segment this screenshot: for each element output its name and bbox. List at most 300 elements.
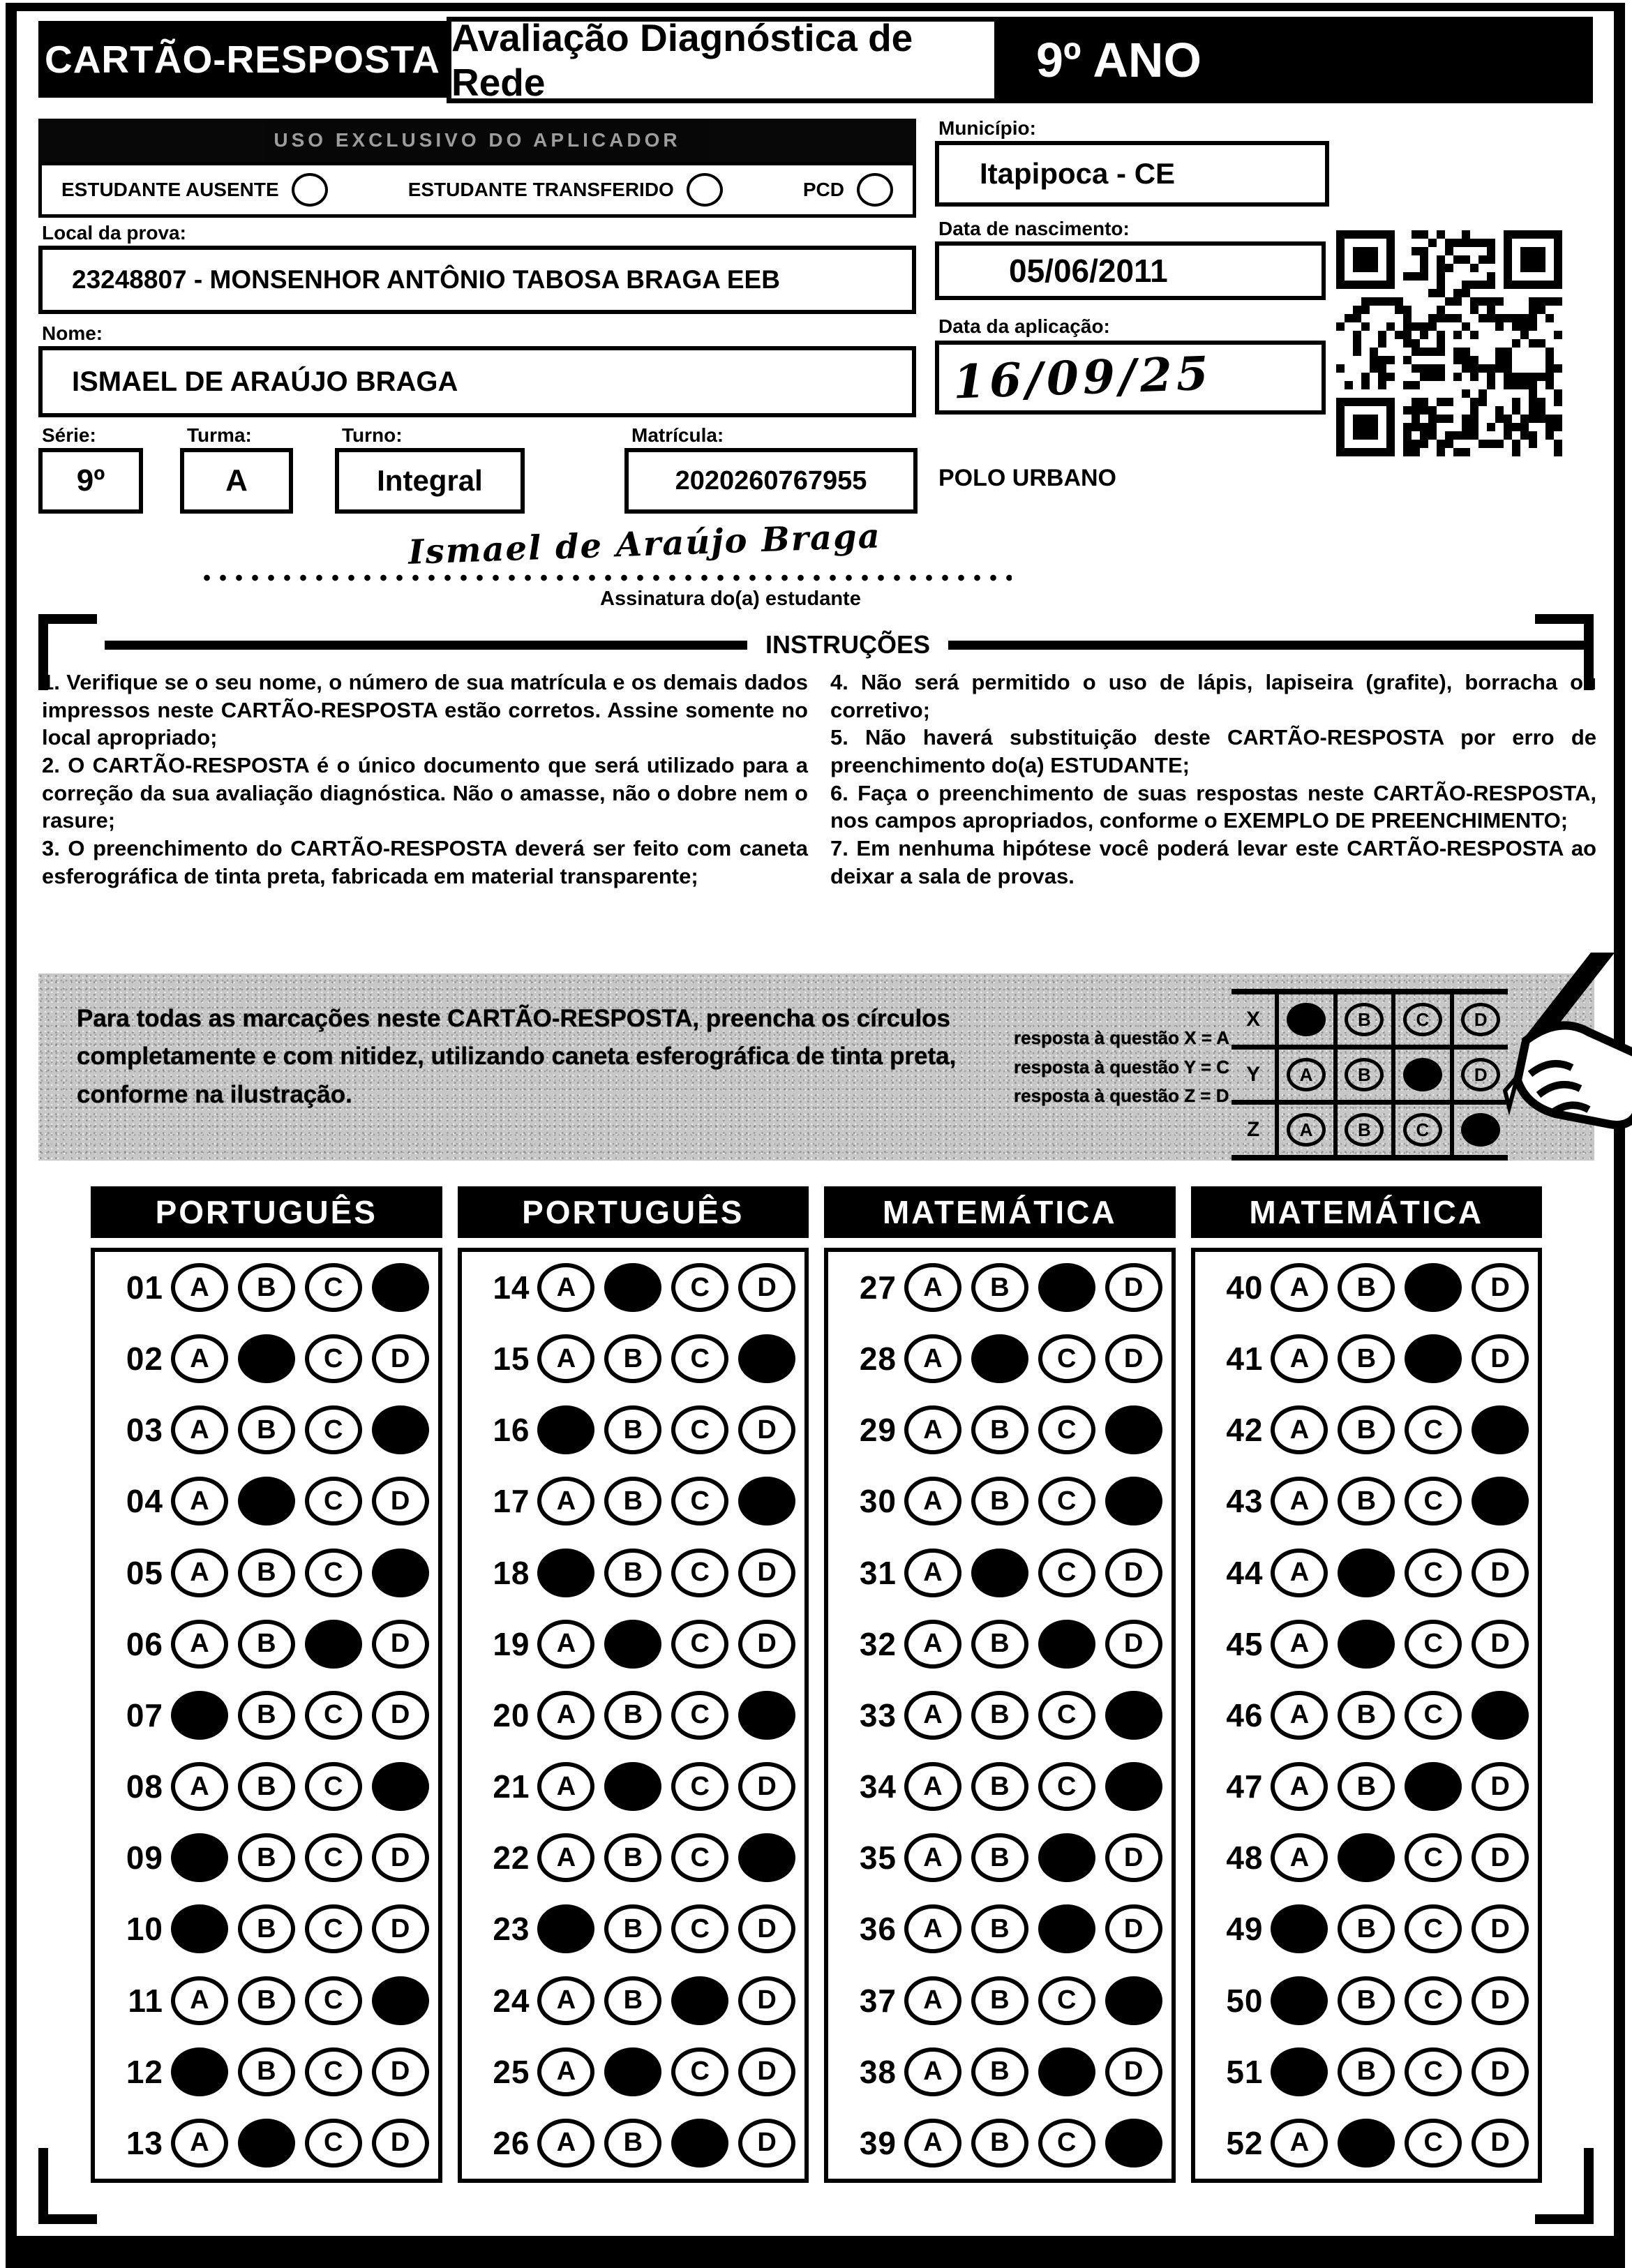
bubble-18-D[interactable]: D [738, 1549, 795, 1597]
bubble-29-C[interactable]: C [1038, 1405, 1095, 1454]
status-option [803, 173, 893, 207]
bubble-19-C[interactable]: C [671, 1620, 728, 1669]
bubble-30-A[interactable]: A [904, 1477, 961, 1525]
bubble-19-A[interactable]: A [537, 1620, 594, 1669]
bubble-50-D[interactable]: D [1472, 1976, 1529, 2025]
bubble-08-D[interactable] [372, 1762, 429, 1811]
bubble-06-A[interactable]: A [171, 1620, 228, 1669]
answer-box [458, 1248, 809, 2183]
aplicacao-value [935, 341, 1326, 415]
bubble-21-D[interactable]: D [738, 1762, 795, 1811]
bubble-48-B[interactable] [1338, 1833, 1395, 1882]
bubble-38-B[interactable]: B [971, 2047, 1028, 2096]
instruction-item: 3. O preenchimento do CARTÃO-RESPOSTA deverá ser feito com caneta esferográfica de tinta preta, fabricada em material transparente; [42, 836, 808, 888]
bubble-43-A[interactable]: A [1271, 1477, 1328, 1525]
instructions-col2 [830, 669, 1596, 890]
question-row [99, 1691, 434, 1740]
example-cell [1338, 1105, 1395, 1155]
bubble-47-C[interactable] [1405, 1762, 1462, 1811]
question-row [466, 2119, 801, 2168]
bubble-02-A[interactable]: A [171, 1334, 228, 1383]
question-row [466, 1620, 801, 1669]
bubble-07-C[interactable]: C [305, 1691, 362, 1740]
bubble-15-D[interactable] [738, 1334, 795, 1383]
bubble-11-B[interactable]: B [238, 1976, 295, 2025]
bubble-03-D[interactable] [372, 1405, 429, 1454]
bubble-13-A[interactable]: A [171, 2119, 228, 2168]
qr-code [1336, 230, 1562, 456]
bubble-46-B[interactable]: B [1338, 1691, 1395, 1740]
nascimento-label: Data de nascimento: [938, 218, 1130, 239]
bubble-36-B[interactable]: B [971, 1904, 1028, 1953]
bubble-34-D[interactable] [1105, 1762, 1162, 1811]
bubble-42-C[interactable]: C [1405, 1405, 1462, 1454]
question-number: 41 [1226, 1341, 1264, 1378]
question-number: 27 [859, 1269, 897, 1306]
bubble-38-D[interactable]: D [1105, 2047, 1162, 2096]
bubble-35-B[interactable]: B [971, 1833, 1028, 1882]
bubble-49-C[interactable]: C [1405, 1904, 1462, 1953]
question-row [466, 1334, 801, 1383]
bubble-group [533, 1691, 801, 1740]
bubble-group [899, 1620, 1167, 1669]
question-number: 48 [1226, 1840, 1264, 1877]
bubble-52-A[interactable]: A [1271, 2119, 1328, 2168]
bubble-33-C[interactable]: C [1038, 1691, 1095, 1740]
bubble-41-B[interactable]: B [1338, 1334, 1395, 1383]
bubble-50-B[interactable]: B [1338, 1976, 1395, 2025]
question-row [99, 1976, 434, 2025]
bubble-43-C[interactable]: C [1405, 1477, 1462, 1525]
example-text: Para todas as marcações neste CARTÃO-RESPOSTA, preencha os círculos completamente e com nitidez, utilizando caneta esferográfica de tinta preta, conforme na ilustração. [77, 1005, 957, 1108]
bubble-31-D[interactable]: D [1105, 1549, 1162, 1597]
bubble-39-C[interactable]: C [1038, 2119, 1095, 2168]
bubble-04-B[interactable] [238, 1477, 295, 1525]
question-number: 50 [1226, 1982, 1264, 2019]
bubble-23-A[interactable] [537, 1904, 594, 1953]
bubble-05-A[interactable]: A [171, 1549, 228, 1597]
bubble-31-C[interactable]: C [1038, 1549, 1095, 1597]
question-row [832, 1976, 1167, 2025]
bubble-20-D[interactable] [738, 1691, 795, 1740]
bubble-29-A[interactable]: A [904, 1405, 961, 1454]
bubble-22-C[interactable]: C [671, 1833, 728, 1882]
bubble-50-C[interactable]: C [1405, 1976, 1462, 2025]
bubble-22-A[interactable]: A [537, 1833, 594, 1882]
bubble-05-C[interactable]: C [305, 1549, 362, 1597]
bubble-52-B[interactable] [1338, 2119, 1395, 2168]
answer-section [458, 1186, 809, 2183]
bubble-48-A[interactable]: A [1271, 1833, 1328, 1882]
bubble-04-A[interactable]: A [171, 1477, 228, 1525]
bubble-28-B[interactable] [971, 1334, 1028, 1383]
question-row [466, 1549, 801, 1597]
example-legend [1014, 1024, 1229, 1111]
bubble-34-B[interactable]: B [971, 1762, 1028, 1811]
question-row [99, 1405, 434, 1454]
bubble-01-C[interactable]: C [305, 1263, 362, 1312]
bubble-31-B[interactable] [971, 1549, 1028, 1597]
bubble-19-D[interactable]: D [738, 1620, 795, 1669]
bubble-40-D[interactable]: D [1472, 1263, 1529, 1312]
question-number: 04 [126, 1483, 163, 1520]
bubble-group [166, 1691, 434, 1740]
bubble-41-C[interactable] [1405, 1334, 1462, 1383]
question-number: 51 [1226, 2053, 1264, 2090]
bubble-39-B[interactable]: B [971, 2119, 1028, 2168]
bubble-22-D[interactable] [738, 1833, 795, 1882]
bubble-40-C[interactable] [1405, 1263, 1462, 1312]
bubble-12-B[interactable]: B [238, 2047, 295, 2096]
bubble-11-C[interactable]: C [305, 1976, 362, 2025]
bubble-group [1266, 1477, 1534, 1525]
bubble-14-B[interactable] [604, 1263, 661, 1312]
question-row [1199, 1477, 1534, 1525]
bubble-group [533, 2047, 801, 2096]
bubble-13-C[interactable]: C [305, 2119, 362, 2168]
bubble-36-A[interactable]: A [904, 1904, 961, 1953]
question-row [466, 1405, 801, 1454]
bubble-35-A[interactable]: A [904, 1833, 961, 1882]
municipio-label: Município: [938, 117, 1036, 139]
bubble-04-D[interactable]: D [372, 1477, 429, 1525]
bubble-40-B[interactable]: B [1338, 1263, 1395, 1312]
bubble-24-B[interactable]: B [604, 1976, 661, 2025]
question-row [1199, 1904, 1534, 1953]
bubble-30-D[interactable] [1105, 1477, 1162, 1525]
bubble-45-A[interactable]: A [1271, 1620, 1328, 1669]
bubble-31-A[interactable]: A [904, 1549, 961, 1597]
bubble-16-D[interactable]: D [738, 1405, 795, 1454]
bubble-32-C[interactable] [1038, 1620, 1095, 1669]
bubble-12-D[interactable]: D [372, 2047, 429, 2096]
bubble-43-D[interactable] [1472, 1477, 1529, 1525]
question-number: 46 [1226, 1696, 1264, 1733]
turno-value: Integral [335, 448, 525, 514]
bubble-30-C[interactable]: C [1038, 1477, 1095, 1525]
bubble-45-C[interactable]: C [1405, 1620, 1462, 1669]
bubble-group [166, 1976, 434, 2025]
bubble-25-C[interactable]: C [671, 2047, 728, 2096]
instruction-item: 5. Não haverá substituição deste CARTÃO-RESPOSTA por erro de preenchimento do(a) ESTUDANTE; [830, 725, 1596, 778]
bubble-32-B[interactable]: B [971, 1620, 1028, 1669]
bubble-48-D[interactable]: D [1472, 1833, 1529, 1882]
bubble-group [1266, 1976, 1534, 2025]
bubble-27-A[interactable]: A [904, 1263, 961, 1312]
question-row [832, 2119, 1167, 2168]
bubble-49-B[interactable]: B [1338, 1904, 1395, 1953]
bubble-47-A[interactable]: A [1271, 1762, 1328, 1811]
bubble-28-D[interactable]: D [1105, 1334, 1162, 1383]
question-row [99, 1263, 434, 1312]
bubble-24-D[interactable]: D [738, 1976, 795, 2025]
bubble-17-C[interactable]: C [671, 1477, 728, 1525]
bubble-group [533, 1549, 801, 1597]
bubble-group [1266, 1762, 1534, 1811]
bubble-group [166, 1263, 434, 1312]
bubble-30-B[interactable]: B [971, 1477, 1028, 1525]
bubble-15-C[interactable]: C [671, 1334, 728, 1383]
bubble-42-B[interactable]: B [1338, 1405, 1395, 1454]
bubble-01-B[interactable]: B [238, 1263, 295, 1312]
bubble-44-D[interactable]: D [1472, 1549, 1529, 1597]
bubble-10-C[interactable]: C [305, 1904, 362, 1953]
bubble-13-B[interactable] [238, 2119, 295, 2168]
question-row [1199, 2119, 1534, 2168]
bubble-51-D[interactable]: D [1472, 2047, 1529, 2096]
bubble-08-B[interactable]: B [238, 1762, 295, 1811]
bubble-13-D[interactable]: D [372, 2119, 429, 2168]
bubble-33-D[interactable] [1105, 1691, 1162, 1740]
bubble-27-D[interactable]: D [1105, 1263, 1162, 1312]
bubble-03-B[interactable]: B [238, 1405, 295, 1454]
bubble-29-D[interactable] [1105, 1405, 1162, 1454]
bubble-08-A[interactable]: A [171, 1762, 228, 1811]
bubble-26-C[interactable] [671, 2119, 728, 2168]
bubble-44-C[interactable]: C [1405, 1549, 1462, 1597]
bubble-06-C[interactable] [305, 1620, 362, 1669]
example-bubble-Z-A: A [1287, 1113, 1326, 1147]
bubble-08-C[interactable]: C [305, 1762, 362, 1811]
bubble-44-B[interactable] [1338, 1549, 1395, 1597]
question-row [466, 1691, 801, 1740]
bubble-51-C[interactable]: C [1405, 2047, 1462, 2096]
instructions-title: INSTRUÇÕES [765, 630, 931, 659]
bubble-15-B[interactable]: B [604, 1334, 661, 1383]
bubble-38-C[interactable] [1038, 2047, 1095, 2096]
bubble-07-B[interactable]: B [238, 1691, 295, 1740]
bubble-16-B[interactable]: B [604, 1405, 661, 1454]
bubble-51-B[interactable]: B [1338, 2047, 1395, 2096]
answer-section [824, 1186, 1176, 2183]
bubble-50-A[interactable] [1271, 1976, 1328, 2025]
bubble-49-D[interactable]: D [1472, 1904, 1529, 1953]
bubble-46-C[interactable]: C [1405, 1691, 1462, 1740]
question-row [832, 2047, 1167, 2096]
bubble-34-C[interactable]: C [1038, 1762, 1095, 1811]
bubble-09-B[interactable]: B [238, 1833, 295, 1882]
bubble-21-C[interactable]: C [671, 1762, 728, 1811]
bubble-46-D[interactable] [1472, 1691, 1529, 1740]
question-number: 06 [126, 1625, 163, 1662]
question-number: 05 [126, 1554, 163, 1591]
bubble-group [899, 1334, 1167, 1383]
question-number: 34 [859, 1768, 897, 1805]
bubble-02-B[interactable] [238, 1334, 295, 1383]
status-label: ESTUDANTE AUSENTE [61, 179, 279, 200]
bubble-33-A[interactable]: A [904, 1691, 961, 1740]
bubble-36-C[interactable] [1038, 1904, 1095, 1953]
question-number: 30 [859, 1483, 897, 1520]
bubble-21-B[interactable] [604, 1762, 661, 1811]
bubble-52-D[interactable]: D [1472, 2119, 1529, 2168]
bubble-15-A[interactable]: A [537, 1334, 594, 1383]
bubble-28-C[interactable]: C [1038, 1334, 1095, 1383]
status-bubble[interactable] [857, 173, 893, 207]
bubble-35-D[interactable]: D [1105, 1833, 1162, 1882]
bubble-04-C[interactable]: C [305, 1477, 362, 1525]
bubble-37-B[interactable]: B [971, 1976, 1028, 2025]
bubble-group [899, 1691, 1167, 1740]
bubble-33-B[interactable]: B [971, 1691, 1028, 1740]
question-row [1199, 1833, 1534, 1882]
bubble-26-D[interactable]: D [738, 2119, 795, 2168]
bubble-11-D[interactable] [372, 1976, 429, 2025]
bubble-group [899, 1762, 1167, 1811]
bubble-23-B[interactable]: B [604, 1904, 661, 1953]
bubble-41-D[interactable]: D [1472, 1334, 1529, 1383]
example-cell [1338, 1050, 1395, 1100]
question-number: 21 [493, 1768, 530, 1805]
bubble-group [1266, 1334, 1534, 1383]
bubble-36-D[interactable]: D [1105, 1904, 1162, 1953]
bubble-group [166, 1334, 434, 1383]
bubble-26-A[interactable]: A [537, 2119, 594, 2168]
bubble-03-A[interactable]: A [171, 1405, 228, 1454]
bubble-45-B[interactable] [1338, 1620, 1395, 1669]
bubble-48-C[interactable]: C [1405, 1833, 1462, 1882]
bubble-10-A[interactable] [171, 1904, 228, 1953]
bubble-05-B[interactable]: B [238, 1549, 295, 1597]
bubble-group [1266, 1904, 1534, 1953]
instruction-item: 7. Em nenhuma hipótese você poderá levar este CARTÃO-RESPOSTA ao deixar a sala de provas. [830, 836, 1596, 888]
bubble-44-A[interactable]: A [1271, 1549, 1328, 1597]
bubble-47-D[interactable]: D [1472, 1762, 1529, 1811]
bubble-45-D[interactable]: D [1472, 1620, 1529, 1669]
bubble-23-D[interactable]: D [738, 1904, 795, 1953]
status-bubble[interactable] [687, 173, 723, 207]
bubble-27-B[interactable]: B [971, 1263, 1028, 1312]
bubble-03-C[interactable]: C [305, 1405, 362, 1454]
bubble-17-A[interactable]: A [537, 1477, 594, 1525]
bubble-02-D[interactable]: D [372, 1334, 429, 1383]
bubble-09-A[interactable] [171, 1833, 228, 1882]
question-number: 52 [1226, 2124, 1264, 2161]
hand-pen-illustration [1434, 953, 1632, 1183]
question-row [832, 1904, 1167, 1953]
bubble-14-A[interactable]: A [537, 1263, 594, 1312]
bubble-40-A[interactable]: A [1271, 1263, 1328, 1312]
bubble-17-D[interactable] [738, 1477, 795, 1525]
bubble-37-D[interactable] [1105, 1976, 1162, 2025]
bubble-02-C[interactable]: C [305, 1334, 362, 1383]
bubble-26-B[interactable]: B [604, 2119, 661, 2168]
question-number: 40 [1226, 1269, 1264, 1306]
bubble-16-A[interactable] [537, 1405, 594, 1454]
bubble-group [533, 1976, 801, 2025]
example-bubble-X-A [1287, 1003, 1326, 1036]
bubble-32-A[interactable]: A [904, 1620, 961, 1669]
bubble-09-D[interactable]: D [372, 1833, 429, 1882]
bubble-07-D[interactable]: D [372, 1691, 429, 1740]
question-row [466, 1762, 801, 1811]
bubble-07-A[interactable] [171, 1691, 228, 1740]
bubble-12-A[interactable] [171, 2047, 228, 2096]
bubble-17-B[interactable]: B [604, 1477, 661, 1525]
bubble-group [1266, 1263, 1534, 1312]
question-row [1199, 1976, 1534, 2025]
bubble-25-D[interactable]: D [738, 2047, 795, 2096]
bubble-10-D[interactable]: D [372, 1904, 429, 1953]
bubble-14-D[interactable]: D [738, 1263, 795, 1312]
bubble-39-A[interactable]: A [904, 2119, 961, 2168]
bubble-46-A[interactable]: A [1271, 1691, 1328, 1740]
bubble-37-C[interactable]: C [1038, 1976, 1095, 2025]
bubble-43-B[interactable]: B [1338, 1477, 1395, 1525]
bubble-34-A[interactable]: A [904, 1762, 961, 1811]
question-row [832, 1334, 1167, 1383]
question-row [99, 1334, 434, 1383]
bubble-01-D[interactable] [372, 1263, 429, 1312]
example-cell [1279, 1105, 1337, 1155]
bubble-49-A[interactable] [1271, 1904, 1328, 1953]
bubble-37-A[interactable]: A [904, 1976, 961, 2025]
bubble-52-C[interactable]: C [1405, 2119, 1462, 2168]
bubble-51-A[interactable] [1271, 2047, 1328, 2096]
bubble-25-A[interactable]: A [537, 2047, 594, 2096]
bubble-42-D[interactable] [1472, 1405, 1529, 1454]
bubble-18-B[interactable]: B [604, 1549, 661, 1597]
bubble-24-A[interactable]: A [537, 1976, 594, 2025]
bubble-20-C[interactable]: C [671, 1691, 728, 1740]
bubble-42-A[interactable]: A [1271, 1405, 1328, 1454]
bubble-11-A[interactable]: A [171, 1976, 228, 2025]
question-number: 31 [859, 1554, 897, 1591]
bubble-09-C[interactable]: C [305, 1833, 362, 1882]
bubble-22-B[interactable]: B [604, 1833, 661, 1882]
bubble-24-C[interactable] [671, 1976, 728, 2025]
bubble-39-D[interactable] [1105, 2119, 1162, 2168]
bubble-20-B[interactable]: B [604, 1691, 661, 1740]
question-row [1199, 1549, 1534, 1597]
bubble-10-B[interactable]: B [238, 1904, 295, 1953]
bubble-28-A[interactable]: A [904, 1334, 961, 1383]
question-row [1199, 1762, 1534, 1811]
bubble-05-D[interactable] [372, 1549, 429, 1597]
bubble-12-C[interactable]: C [305, 2047, 362, 2096]
bubble-06-B[interactable]: B [238, 1620, 295, 1669]
bubble-group [533, 1405, 801, 1454]
bubble-25-B[interactable] [604, 2047, 661, 2096]
question-row [832, 1691, 1167, 1740]
bubble-group [533, 2119, 801, 2168]
bubble-41-A[interactable]: A [1271, 1334, 1328, 1383]
bubble-14-C[interactable]: C [671, 1263, 728, 1312]
bubble-20-A[interactable]: A [537, 1691, 594, 1740]
bubble-group [166, 2119, 434, 2168]
instruction-item: 1. Verifique se o seu nome, o número de sua matrícula e os demais dados impressos neste CARTÃO-RESPOSTA estão corretos. Assine somente no local apropriado; [42, 670, 808, 750]
bubble-32-D[interactable]: D [1105, 1620, 1162, 1669]
bubble-16-C[interactable]: C [671, 1405, 728, 1454]
question-row [832, 1833, 1167, 1882]
bubble-47-B[interactable]: B [1338, 1762, 1395, 1811]
bubble-38-A[interactable]: A [904, 2047, 961, 2096]
bubble-23-C[interactable]: C [671, 1904, 728, 1953]
bubble-35-C[interactable] [1038, 1833, 1095, 1882]
question-row [1199, 1691, 1534, 1740]
bubble-01-A[interactable]: A [171, 1263, 228, 1312]
bubble-06-D[interactable]: D [372, 1620, 429, 1669]
bubble-18-C[interactable]: C [671, 1549, 728, 1597]
bubble-29-B[interactable]: B [971, 1405, 1028, 1454]
bubble-27-C[interactable] [1038, 1263, 1095, 1312]
bubble-19-B[interactable] [604, 1620, 661, 1669]
question-number: 42 [1226, 1412, 1264, 1449]
question-number: 16 [493, 1412, 530, 1449]
bubble-18-A[interactable] [537, 1549, 594, 1597]
status-bubble[interactable] [292, 173, 328, 207]
bubble-21-A[interactable]: A [537, 1762, 594, 1811]
